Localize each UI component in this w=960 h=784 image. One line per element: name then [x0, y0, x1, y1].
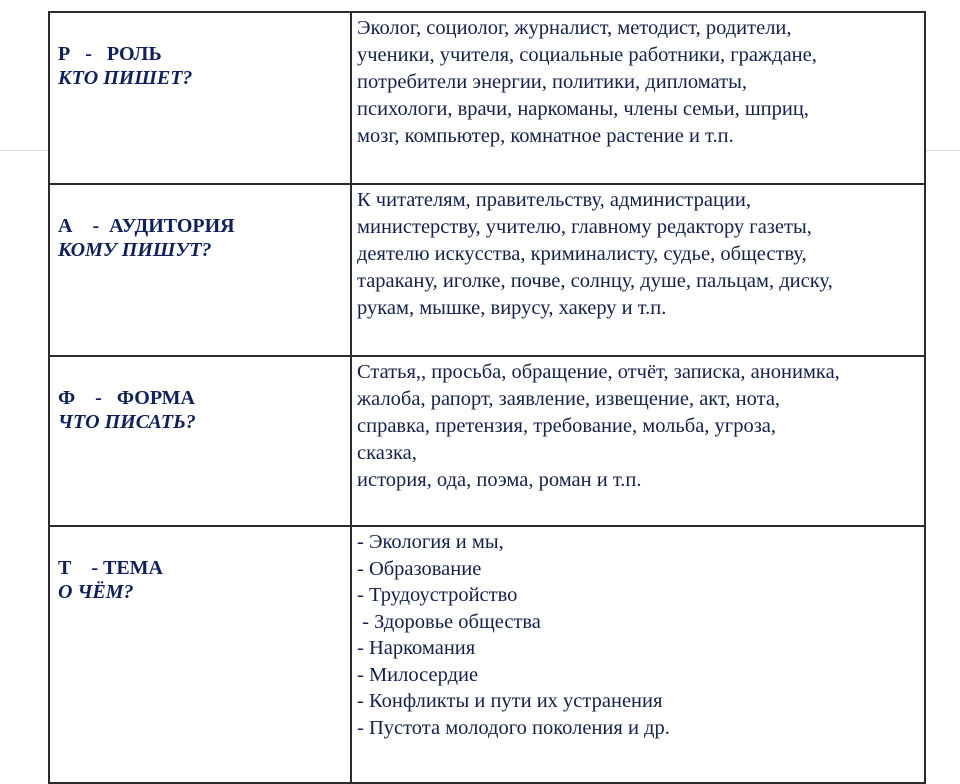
row-key-cell [49, 184, 351, 356]
table-row-topic [49, 526, 925, 783]
row-question: КТО ПИШЕТ? [58, 67, 193, 89]
value-line: психологи, врачи, наркоманы, члены семьи, шприц, [357, 98, 809, 120]
row-key-cell [49, 12, 351, 184]
slide-guide-line-left [0, 150, 48, 151]
value-line: таракану, иголке, почве, солнцу, душе, пальцам, диску, [357, 270, 833, 292]
row-question: ЧТО ПИСАТЬ? [58, 411, 196, 433]
topic-item: - Милосердие [357, 663, 479, 686]
row-value-cell [351, 526, 925, 783]
topic-item: - Трудоустройство [357, 584, 518, 606]
value-line: деятелю искусства, криминалисту, судье, обществу, [357, 243, 807, 265]
table-row-audience [49, 184, 925, 356]
value-line: справка, претензия, требование, мольба, угроза, [357, 415, 777, 437]
row-question: О ЧЁМ? [58, 581, 134, 603]
value-line: Статья,, просьба, обращение, отчёт, записка, анонимка, [357, 361, 840, 383]
row-title: Р - РОЛЬ [58, 43, 162, 65]
value-line: Эколог, социолог, журналист, методист, родители, [357, 17, 792, 39]
value-line: министерству, учителю, главному редактору газеты, [357, 216, 812, 238]
topic-item: - Здоровье общества [357, 610, 541, 633]
row-value-cell [351, 184, 925, 356]
row-value-cell [351, 12, 925, 184]
table-row-form [49, 356, 925, 526]
topic-item: - Наркомания [357, 637, 476, 659]
slide-guide-line-right [925, 150, 960, 151]
value-line: жалоба, рапорт, заявление, извещение, акт, нота, [357, 388, 781, 410]
table-row-role [49, 12, 925, 184]
row-key-cell [49, 526, 351, 783]
topic-item: - Экология и мы, [357, 531, 504, 553]
row-key-cell [49, 356, 351, 526]
topic-item: - Образование [357, 557, 482, 580]
raft-table [48, 11, 926, 784]
row-title: Т - ТЕМА [58, 557, 163, 579]
value-line: сказка, [357, 442, 417, 464]
value-line: ученики, учителя, социальные работники, граждане, [357, 44, 817, 66]
value-line: рукам, мышке, вирусу, хакеру и т.п. [357, 297, 667, 319]
row-title: А - АУДИТОРИЯ [58, 215, 235, 237]
topic-item: - Конфликты и пути их устранения [357, 690, 663, 712]
topic-item: - Пустота молодого поколения и др. [357, 716, 670, 739]
row-question: КОМУ ПИШУТ? [58, 239, 212, 261]
value-line: К читателям, правительству, администрации, [357, 189, 751, 211]
value-line: мозг, компьютер, комнатное растение и т.п. [357, 125, 734, 147]
value-line: история, ода, поэма, роман и т.п. [357, 469, 642, 491]
row-value-cell [351, 356, 925, 526]
row-title: Ф - ФОРМА [58, 387, 195, 409]
value-line: потребители энергии, политики, дипломаты, [357, 71, 747, 93]
